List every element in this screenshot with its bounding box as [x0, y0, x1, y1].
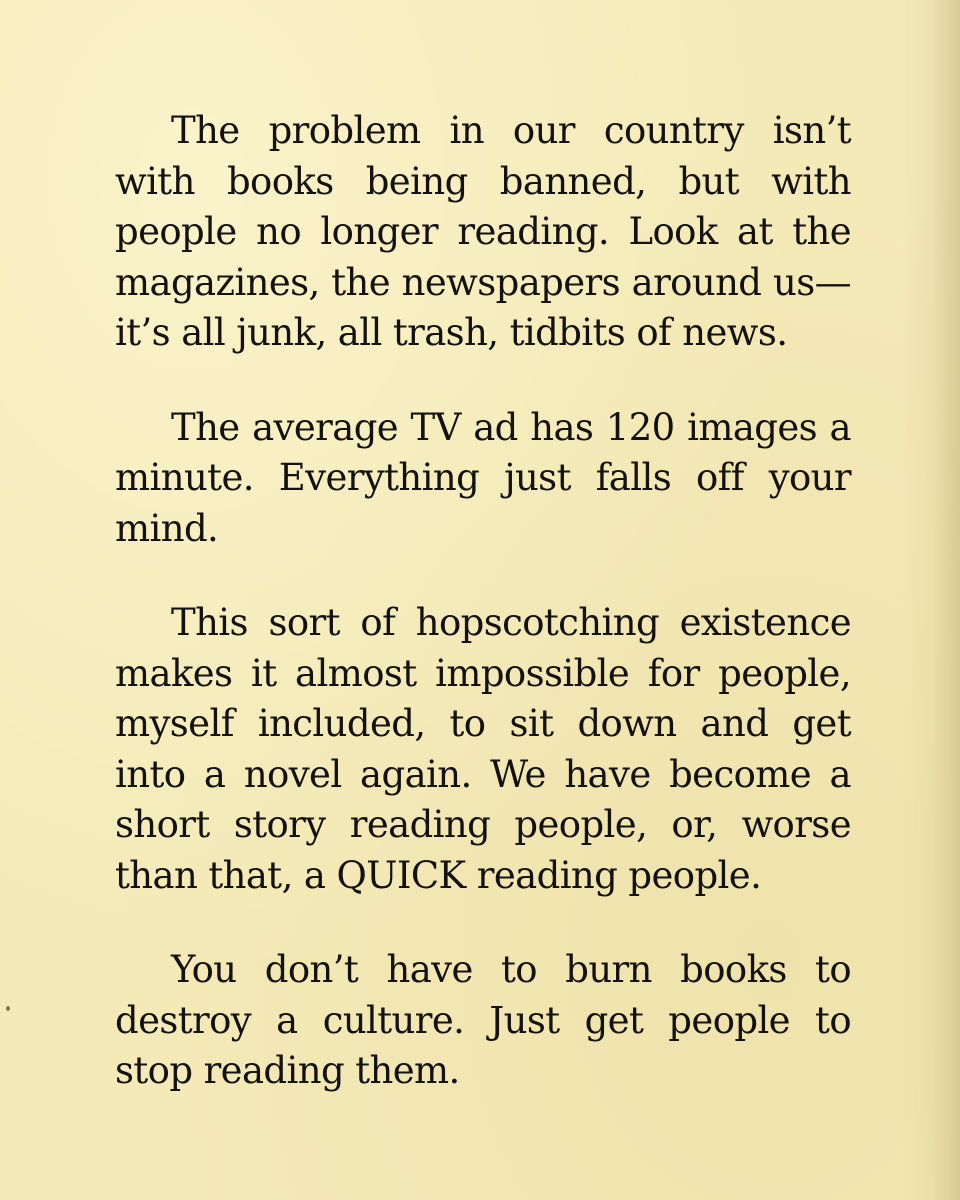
paper-speck [6, 1006, 10, 1011]
paragraph-1: The problem in our country isn’t with books being banned, but with people no longer reading. Look at the magazines, the newspapers around us—it’s all junk, all trash, tidbits of news. [115, 109, 851, 354]
page-edge-shadow [932, 0, 960, 1200]
quote-text-block [115, 106, 851, 1141]
paragraph-4: You don’t have to burn books to destroy a culture. Just get people to stop reading them. [115, 948, 851, 1092]
paragraph-3: This sort of hopscotching existence makes it almost impossible for people, myself included, to sit down and get into a novel again. We have become a short story reading people, or, worse than that, a QUICK reading people. [115, 601, 851, 897]
paragraph-2: The average TV ad has 120 images a minute. Everything just falls off your mind. [115, 405, 851, 550]
